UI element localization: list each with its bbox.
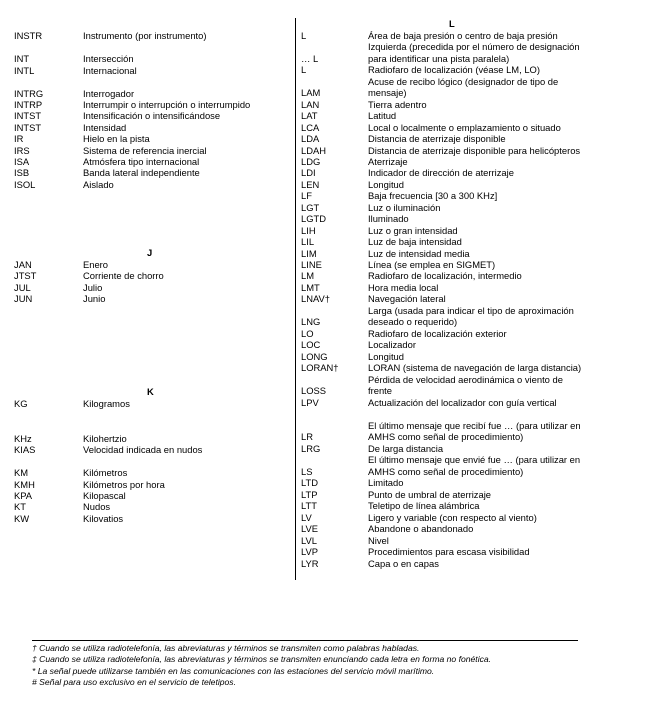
definition: Acuse de recibo lógico (designador de tipo de (368, 76, 559, 87)
abbreviation: ISOL (14, 179, 36, 190)
definition: deseado o requerido) (368, 316, 458, 327)
definition: Abandone o abandonado (368, 523, 474, 534)
definition: Distancia de aterrizaje disponible para helicópteros (368, 145, 581, 156)
footnote-hash: # Señal para uso exclusivo en el servicio de teletipos. (32, 676, 236, 687)
abbreviation: JUN (14, 293, 33, 304)
definition: De larga distancia (368, 443, 444, 454)
abbreviation: JTST (14, 270, 37, 281)
footnote-rule (32, 640, 578, 641)
abbreviation: INTRG (14, 88, 44, 99)
definition: Distancia de aterrizaje disponible (368, 133, 506, 144)
abbreviation: LV (301, 512, 312, 523)
definition: AMHS como señal de procedimiento) (368, 466, 524, 477)
footnote-asterisk: * La señal puede utilizarse también en las comunicaciones con las estaciones del servicio móvil marítimo. (32, 665, 435, 676)
definition: Radiofaro de localización exterior (368, 328, 507, 339)
definition: Izquierda (precedida por el número de designación (368, 41, 580, 52)
definition: Actualización del localizador con guía vertical (368, 397, 557, 408)
definition: Interrumpir o interrupción o interrumpido (83, 99, 251, 110)
definition: Longitud (368, 179, 404, 190)
definition: frente (368, 385, 392, 396)
abbreviation: LDAH (301, 145, 327, 156)
abbreviation: JAN (14, 259, 32, 270)
abbreviation: JUL (14, 282, 31, 293)
definition: Luz de intensidad media (368, 248, 470, 259)
definition: Kilómetros por hora (83, 479, 165, 490)
abbreviation: LDG (301, 156, 321, 167)
abbreviation: ISB (14, 167, 30, 178)
definition: Local o localmente o emplazamiento o situado (368, 122, 561, 133)
abbreviation: LF (301, 190, 312, 201)
abbreviation: LCA (301, 122, 320, 133)
abbreviation: LGTD (301, 213, 327, 224)
abbreviation: IR (14, 133, 24, 144)
definition: Velocidad indicada en nudos (83, 444, 203, 455)
definition: Limitado (368, 477, 404, 488)
definition: Baja frecuencia [30 a 300 KHz] (368, 190, 498, 201)
abbreviation: INT (14, 53, 30, 64)
definition: Indicador de dirección de aterrizaje (368, 167, 514, 178)
abbreviation: LAN (301, 99, 320, 110)
abbreviation: KW (14, 513, 30, 524)
definition: Atmósfera tipo internacional (83, 156, 200, 167)
right-column (299, 0, 649, 600)
definition: Nivel (368, 535, 389, 546)
definition: Aterrizaje (368, 156, 408, 167)
definition: Intensificación o intensificándose (83, 110, 221, 121)
definition: Procedimientos para escasa visibilidad (368, 546, 530, 557)
section-heading-j: J (147, 247, 153, 258)
definition: Intensidad (83, 122, 127, 133)
definition: Luz de baja intensidad (368, 236, 462, 247)
definition: Kilovatios (83, 513, 124, 524)
definition: Línea (se emplea en SIGMET) (368, 259, 496, 270)
definition: Navegación lateral (368, 293, 446, 304)
abbreviation: LAM (301, 87, 321, 98)
definition: Kilohertzio (83, 433, 127, 444)
definition: Internacional (83, 65, 137, 76)
definition: Pérdida de velocidad aerodinámica o viento de (368, 374, 563, 385)
definition: Kilogramos (83, 398, 130, 409)
abbreviation: LVL (301, 535, 317, 546)
abbreviation: LRG (301, 443, 321, 454)
definition: Área de baja presión o centro de baja presión (368, 30, 558, 41)
abbreviation: INTL (14, 65, 35, 76)
abbreviation: LNG (301, 316, 321, 327)
abbreviation: LOSS (301, 385, 327, 396)
definition: El último mensaje que envié fue … (para utilizar en (368, 454, 581, 465)
definition: Instrumento (por instrumento) (83, 30, 207, 41)
abbreviation: KIAS (14, 444, 36, 455)
definition: Junio (83, 293, 106, 304)
abbreviation: KMH (14, 479, 35, 490)
definition: Iluminado (368, 213, 409, 224)
abbreviation: LDA (301, 133, 320, 144)
abbreviation: LAT (301, 110, 318, 121)
definition: mensaje) (368, 87, 407, 98)
abbreviation: KPA (14, 490, 33, 501)
abbreviation: L (301, 64, 307, 75)
footnote-dagger: † Cuando se utiliza radiotelefonía, las abreviaturas y términos se transmiten como palabras habladas. (32, 643, 420, 653)
abbreviation: LTD (301, 477, 319, 488)
abbreviation: LVE (301, 523, 319, 534)
definition: Interrogador (83, 88, 135, 99)
footnotes (32, 643, 632, 688)
abbreviation: L (301, 30, 307, 41)
definition: Sistema de referencia inercial (83, 145, 207, 156)
definition: Radiofaro de localización, intermedio (368, 270, 522, 281)
definition: AMHS como señal de procedimiento) (368, 431, 524, 442)
definition: Radiofaro de localización (véase LM, LO) (368, 64, 540, 75)
abbreviation: KHz (14, 433, 32, 444)
abbreviation: LTP (301, 489, 318, 500)
definition: Hielo en la pista (83, 133, 150, 144)
column-divider (295, 18, 296, 580)
definition: Corriente de chorro (83, 270, 164, 281)
abbreviation: LIH (301, 225, 316, 236)
abbreviation: LS (301, 466, 313, 477)
abbreviation: LEN (301, 179, 320, 190)
definition: El último mensaje que recibí fue … (para utilizar en (368, 420, 581, 431)
section-heading-k: K (147, 386, 154, 397)
definition: Julio (83, 282, 103, 293)
abbreviation: … L (301, 53, 319, 64)
definition: LORAN (sistema de navegación de larga distancia) (368, 362, 582, 373)
abbreviation: INTST (14, 122, 42, 133)
definition: Kilopascal (83, 490, 126, 501)
abbreviation: INSTR (14, 30, 43, 41)
abbreviation: INTST (14, 110, 42, 121)
abbreviation: ISA (14, 156, 30, 167)
definition: Nudos (83, 501, 111, 512)
abbreviation: LINE (301, 259, 322, 270)
abbreviation: LTT (301, 500, 317, 511)
definition: Ligero y variable (con respecto al viento) (368, 512, 537, 523)
abbreviation: LNAV† (301, 293, 331, 304)
definition: Kilómetros (83, 467, 128, 478)
abbreviation: INTRP (14, 99, 43, 110)
left-column (0, 0, 295, 600)
abbreviation: LR (301, 431, 313, 442)
definition: Tierra adentro (368, 99, 427, 110)
definition: Latitud (368, 110, 397, 121)
abbreviation: LPV (301, 397, 319, 408)
definition: Larga (usada para indicar el tipo de aproximación (368, 305, 574, 316)
abbreviation: LIM (301, 248, 317, 259)
definition: Capa o en capas (368, 558, 439, 569)
definition: Localizador (368, 339, 416, 350)
definition: Luz o gran intensidad (368, 225, 458, 236)
abbreviation: LOC (301, 339, 321, 350)
definition: Enero (83, 259, 109, 270)
definition: Longitud (368, 351, 404, 362)
definition: Aislado (83, 179, 114, 190)
footnote-double-dagger: ‡ Cuando se utiliza radiotelefonía, las abreviaturas y términos se transmiten enunciando cada letra en forma no fonética. (32, 654, 492, 665)
definition: Punto de umbral de aterrizaje (368, 489, 491, 500)
definition: Hora media local (368, 282, 439, 293)
abbreviation: LVP (301, 546, 319, 557)
abbreviation: LDI (301, 167, 316, 178)
abbreviation: IRS (14, 145, 30, 156)
abbreviation: LM (301, 270, 315, 281)
abbreviation: LYR (301, 558, 319, 569)
abbreviation: KM (14, 467, 29, 478)
abbreviation: LIL (301, 236, 315, 247)
abbreviation: KT (14, 501, 26, 512)
abbreviation: LGT (301, 202, 320, 213)
definition: para identificar una pista paralela) (368, 53, 510, 64)
abbreviation: KG (14, 398, 28, 409)
abbreviation: LONG (301, 351, 328, 362)
definition: Banda lateral independiente (83, 167, 200, 178)
abbreviation: LO (301, 328, 314, 339)
abbreviation: LORAN† (301, 362, 339, 373)
section-heading-l: L (449, 18, 455, 29)
definition: Intersección (83, 53, 134, 64)
definition: Teletipo de línea alámbrica (368, 500, 480, 511)
abbreviation: LMT (301, 282, 320, 293)
definition: Luz o iluminación (368, 202, 441, 213)
